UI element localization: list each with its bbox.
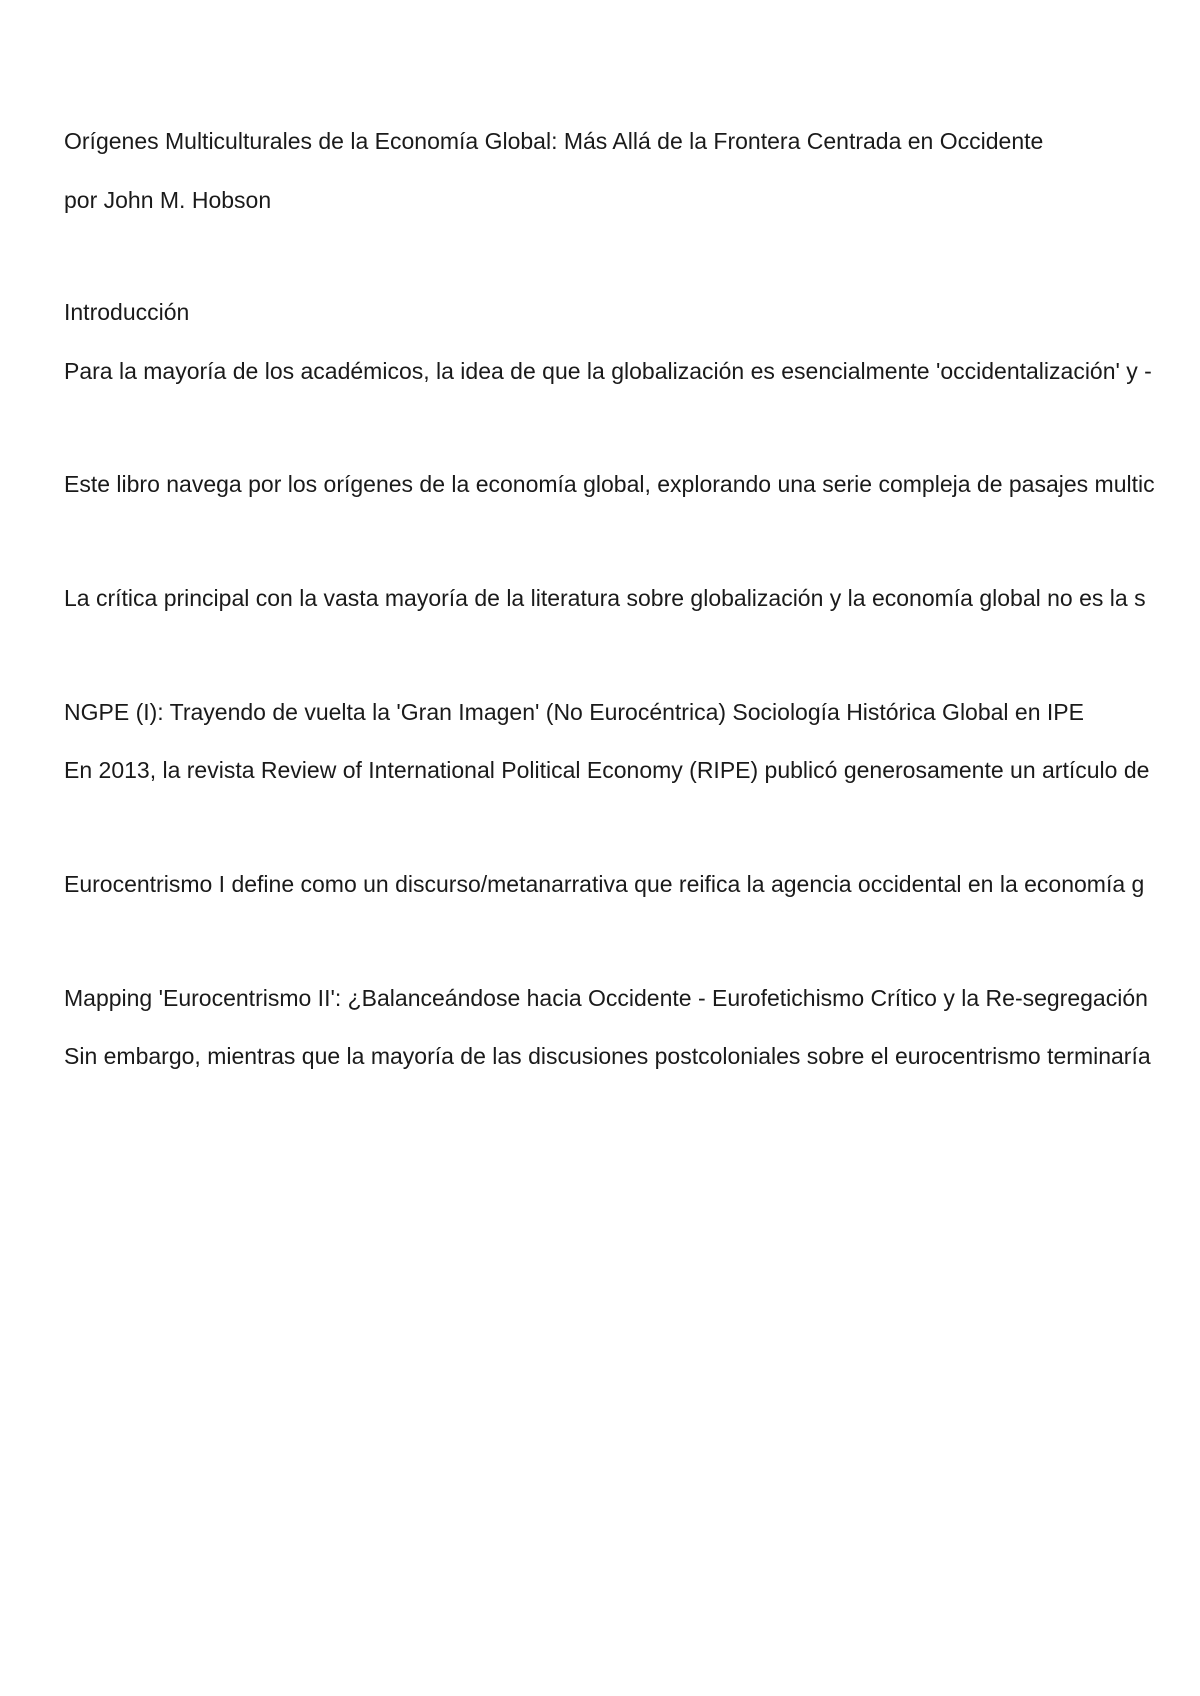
paragraph: En 2013, la revista Review of International Political Economy (RIPE) publicó generosamente un artículo de — [64, 757, 1150, 783]
document-title: Orígenes Multiculturales de la Economía Global: Más Allá de la Frontera Centrada en Occidente — [64, 128, 1044, 154]
section-heading: NGPE (I): Trayendo de vuelta la 'Gran Imagen' (No Eurocéntrica) Sociología Histórica Global en IPE — [64, 699, 1084, 725]
paragraph: La crítica principal con la vasta mayoría de la literatura sobre globalización y la economía global no es la s — [64, 585, 1146, 611]
section-heading: Introducción — [64, 299, 190, 325]
paragraph: Eurocentrismo I define como un discurso/metanarrativa que reifica la agencia occidental en la economía g — [64, 871, 1145, 897]
paragraph: Para la mayoría de los académicos, la idea de que la globalización es esencialmente 'occidentalización' y - — [64, 358, 1152, 384]
document-author: por John M. Hobson — [64, 187, 272, 213]
paragraph: Este libro navega por los orígenes de la economía global, explorando una serie compleja de pasajes multic — [64, 471, 1155, 497]
paragraph: Sin embargo, mientras que la mayoría de las discusiones postcoloniales sobre el eurocentrismo terminaría — [64, 1043, 1151, 1069]
section-heading: Mapping 'Eurocentrismo II': ¿Balanceándose hacia Occidente - Eurofetichismo Crítico y la Re-segregación — [64, 985, 1148, 1011]
